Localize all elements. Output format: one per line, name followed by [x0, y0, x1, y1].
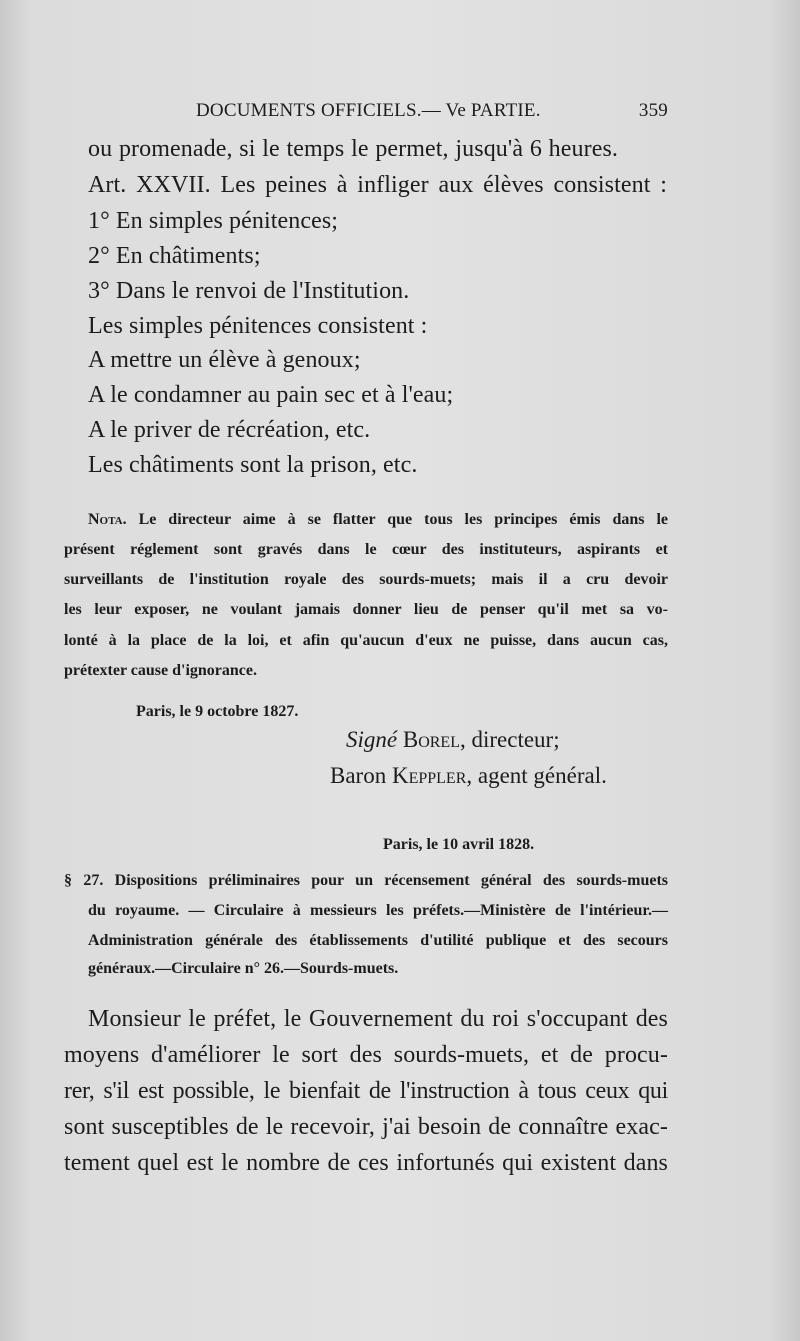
dateline-1827: Paris, le 9 octobre 1827. — [136, 703, 299, 720]
article-line: 3° Dans le renvoi de l'Institution. — [88, 278, 410, 304]
section-line: généraux.—Circulaire n° 26.—Sourds-muets. — [88, 960, 399, 977]
section-line: Administration générale des établissements d'utilité publique et des secours — [88, 932, 668, 949]
letter-line: moyens d'améliorer le sort des sourds-muets, et de procu- — [64, 1042, 668, 1068]
letter-line: sont susceptibles de le recevoir, j'ai besoin de connaître exac- — [64, 1114, 668, 1140]
running-title: DOCUMENTS OFFICIELS.— Ve PARTIE. — [196, 100, 541, 121]
signature-keppler — [330, 763, 607, 789]
nota-text: Le directeur aime à se flatter que tous les principes émis dans le — [138, 511, 669, 528]
section-line: § 27. Dispositions préliminaires pour un récensement général des sourds-muets — [64, 872, 668, 889]
keppler-title: , agent général. — [466, 763, 607, 788]
nota-line: lonté à la place de la loi, et afin qu'aucun d'eux ne puisse, dans aucun cas, — [64, 632, 668, 649]
article-line: Les châtiments sont la prison, etc. — [88, 452, 418, 478]
nota-line: présent réglement sont gravés dans le cœur des instituteurs, aspirants et — [64, 541, 668, 558]
nota-label: Nota. — [88, 511, 127, 528]
page-number: 359 — [638, 100, 668, 121]
letter-line: Monsieur le préfet, le Gouvernement du roi s'occupant des — [88, 1006, 668, 1032]
letter-line: rer, s'il est possible, le bienfait de l'instruction à tous ceux qui — [64, 1078, 668, 1104]
article-line: Les simples pénitences consistent : — [88, 313, 428, 339]
article-line: Art. XXVII. Les peines à infliger aux élèves consistent : — [88, 172, 667, 198]
page-header — [196, 100, 668, 126]
article-line: ou promenade, si le temps le permet, jusqu'à 6 heures. — [88, 136, 618, 162]
signature-borel — [346, 727, 560, 753]
article-line: A le condamner au pain sec et à l'eau; — [88, 382, 454, 408]
nota-first-line — [88, 511, 668, 529]
signe-word: Signé — [346, 727, 398, 752]
dateline-1828: Paris, le 10 avril 1828. — [383, 836, 535, 853]
section-line: du royaume. — Circulaire à messieurs les préfets.—Ministère de l'intérieur.— — [88, 902, 668, 919]
article-line: 2° En châtiments; — [88, 243, 261, 269]
article-line: A le priver de récréation, etc. — [88, 417, 371, 443]
keppler-name: Keppler — [391, 763, 467, 788]
baron-word: Baron — [330, 763, 387, 788]
letter-line: tement quel est le nombre de ces infortunés qui existent dans — [64, 1150, 668, 1176]
article-line: 1° En simples pénitences; — [88, 208, 339, 234]
borel-name: Borel — [402, 727, 460, 752]
nota-line: les leur exposer, ne voulant jamais donner lieu de penser qu'il met sa vo- — [64, 601, 668, 618]
borel-title: , directeur; — [459, 727, 560, 752]
article-line: A mettre un élève à genoux; — [88, 347, 361, 373]
nota-line: surveillants de l'institution royale des sourds-muets; mais il a cru devoir — [64, 571, 668, 588]
nota-line: prétexter cause d'ignorance. — [64, 662, 257, 679]
